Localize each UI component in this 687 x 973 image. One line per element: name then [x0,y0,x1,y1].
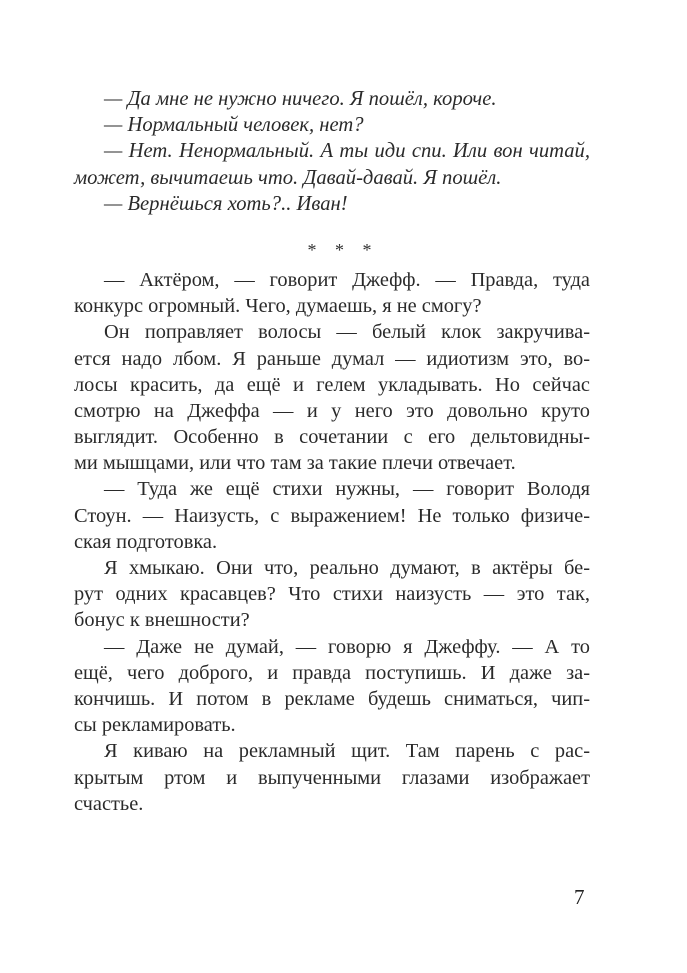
text-line: ется надо лбом. Я раньше думал — идиотизм это, во- [74,347,590,370]
text-line: выглядит. Особенно в сочетании с его дельтовидны- [74,426,590,449]
text-line: сы рекламировать. [74,714,236,737]
text-line: Стоун. — Наизусть, с выражением! Не только физиче- [74,504,590,527]
text-line: ми мышцами, или что там за такие плечи отвечает. [74,452,516,475]
text-line: — Актёром, — говорит Джефф. — Правда, туда [104,268,590,291]
text-line: может, вычитаешь что. Давай-давай. Я пошёл. [74,166,502,189]
text-line: конкурс огромный. Чего, думаешь, я не смогу? [74,295,482,318]
text-line: — Да мне не нужно ничего. Я пошёл, короче. [104,88,497,110]
text-line: кончишь. И потом в рекламе будешь сниматься, чип- [74,687,590,710]
text-line: крытым ртом и выпученными глазами изображает [74,766,590,789]
text-line: ещё, чего доброго, и правда поступишь. И даже за- [74,661,590,684]
text-line: смотрю на Джеффа — и у него это довольно круто [74,399,590,422]
text-line: лосы красить, да ещё и гелем укладывать. Но сейчас [74,373,590,396]
page-text-block [74,86,590,817]
text-line: ская подготовка. [74,530,218,553]
page-number: 7 [574,885,585,909]
text-line: — Туда же ещё стихи нужны, — говорит Володя [104,478,590,501]
text-line: бонус к внешности? [74,609,250,632]
text-line: Я киваю на рекламный щит. Там парень с рас- [104,740,590,763]
text-line: — Нет. Ненормальный. А ты иди спи. Или вон читай, [104,140,590,163]
text-line: Он поправляет волосы — белый клок закручива- [104,321,590,344]
dialogue-section [74,86,590,217]
text-line: — Даже не думай, — говорю я Джеффу. — А то [104,635,590,658]
text-line: счастье. [74,792,144,815]
text-line: — Вернёшься хоть?.. Иван! [104,192,348,215]
text-line: рут одних красавцев? Что стихи наизусть — это так, [74,583,590,606]
section-separator: * * * [307,239,379,260]
text-line: — Нормальный человек, нет? [104,114,364,137]
text-line: Я хмыкаю. Они что, реально думают, в актёры бе- [104,557,590,579]
body-section [74,267,590,817]
